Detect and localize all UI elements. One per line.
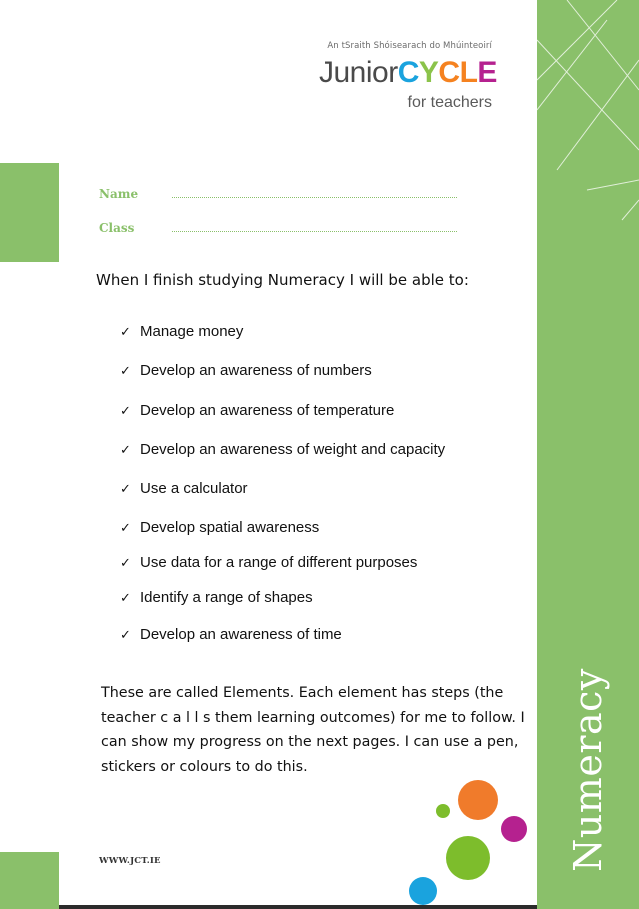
list-item: ✓ Use a calculator <box>120 480 248 497</box>
check-icon: ✓ <box>120 325 131 340</box>
check-icon: ✓ <box>120 364 131 379</box>
class-label: Class <box>99 221 135 235</box>
logo-cycle <box>398 56 497 89</box>
logo-cycle-letter: L <box>459 56 478 89</box>
intro-text: When I finish studying Numeracy I will be able to: <box>96 271 469 289</box>
name-field-line[interactable] <box>172 197 457 198</box>
check-icon: ✓ <box>120 482 131 497</box>
bottom-divider <box>59 905 537 909</box>
magenta-circle <box>501 816 527 842</box>
class-field-line[interactable] <box>172 231 457 232</box>
logo-junior: Junior <box>319 56 398 89</box>
paragraph-line: stickers or colours to do this. <box>101 758 308 775</box>
list-item: ✓ Develop an awareness of time <box>120 626 342 643</box>
list-item: ✓ Develop an awareness of temperature <box>120 402 395 419</box>
check-icon: ✓ <box>120 404 131 419</box>
left-green-tab-bottom <box>0 852 59 909</box>
list-item: ✓ Develop spatial awareness <box>120 519 320 536</box>
elements-explanation <box>101 681 531 779</box>
orange-circle <box>458 780 498 820</box>
name-label: Name <box>99 187 139 201</box>
list-item: ✓ Use data for a range of different purposes <box>120 554 418 571</box>
logo-wordmark <box>319 58 497 88</box>
logo-cycle-letter: C <box>397 56 419 89</box>
left-green-tab-top <box>0 163 59 262</box>
logo-tagline: An tSraith Shóisearach do Mhúinteoirí <box>327 41 492 51</box>
check-icon: ✓ <box>120 443 131 458</box>
logo-cycle-letter: E <box>477 56 497 89</box>
paragraph-line: These are called Elements. Each element has steps (the <box>101 685 504 701</box>
check-icon: ✓ <box>120 591 131 606</box>
green-circle <box>446 836 490 880</box>
side-title-numeracy: Numeracy <box>566 668 610 872</box>
list-item: ✓ Develop an awareness of weight and capacity <box>120 441 446 458</box>
check-icon: ✓ <box>120 628 131 643</box>
blue-circle <box>409 877 437 905</box>
list-item: ✓ Manage money <box>120 323 244 340</box>
check-icon: ✓ <box>120 556 131 571</box>
logo-subtitle: for teachers <box>407 94 492 111</box>
junior-cycle-logo <box>300 38 500 118</box>
list-item: ✓ Develop an awareness of numbers <box>120 362 372 379</box>
logo-cycle-letter: Y <box>418 56 439 89</box>
paragraph-line: teacher c a l l s them learning outcomes) for me to follow. I <box>101 709 525 726</box>
list-item: ✓ Identify a range of shapes <box>120 589 313 606</box>
check-icon: ✓ <box>120 521 131 536</box>
footer-website[interactable]: WWW.JCT.IE <box>99 856 161 866</box>
small-green-circle <box>436 804 450 818</box>
paragraph-line: can show my progress on the next pages. I can use a pen, <box>101 734 519 750</box>
logo-cycle-letter: C <box>438 56 460 89</box>
